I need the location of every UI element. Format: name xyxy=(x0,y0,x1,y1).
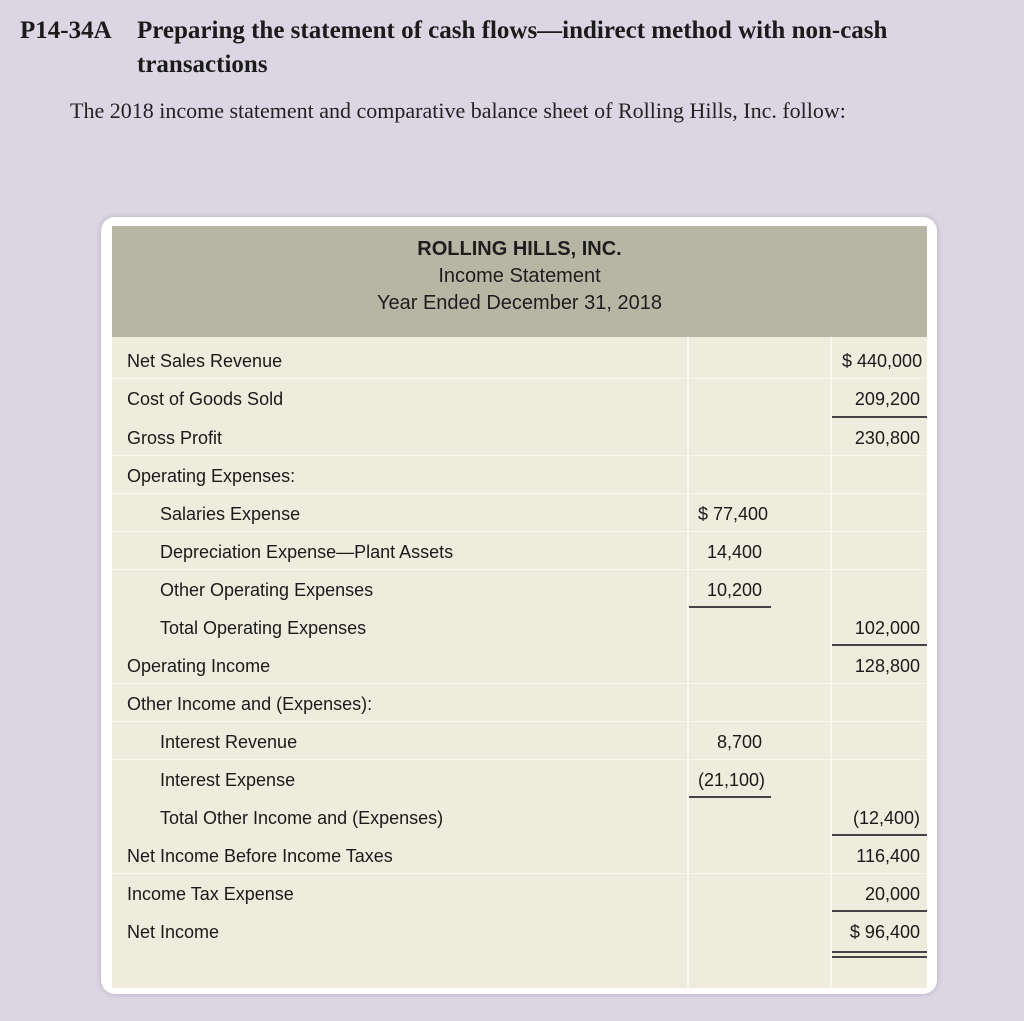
row-label: Operating Income xyxy=(127,656,271,676)
row-label: Cost of Goods Sold xyxy=(127,389,284,409)
row-amount-mid: (21,100) xyxy=(698,770,766,790)
row-amount-right: 230,800 xyxy=(854,428,920,448)
row-label: Depreciation Expense—Plant Assets xyxy=(160,542,454,562)
statement-row xyxy=(112,874,927,912)
double-rule xyxy=(832,951,927,953)
row-label: Operating Expenses: xyxy=(127,466,296,486)
company-name: ROLLING HILLS, INC. xyxy=(417,238,622,260)
statement-row xyxy=(112,684,927,722)
statement-row xyxy=(112,418,927,456)
double-rule xyxy=(832,956,927,958)
problem-intro: The 2018 income statement and comparative balance sheet of Rolling Hills, Inc. follow: xyxy=(70,98,846,123)
problem-title: Preparing the statement of cash flows—indirect method with non-cash transactions xyxy=(137,17,888,78)
statement-row xyxy=(112,341,927,379)
row-amount-right: 128,800 xyxy=(854,656,920,676)
row-label: Interest Expense xyxy=(160,770,296,790)
row-label: Net Income Before Income Taxes xyxy=(127,846,393,866)
row-label: Total Other Income and (Expenses) xyxy=(160,808,444,828)
row-label: Other Operating Expenses xyxy=(160,580,374,600)
row-amount-right: $ 440,000 xyxy=(842,351,923,371)
row-amount-right: 209,200 xyxy=(854,389,920,409)
row-amount-mid: 8,700 xyxy=(716,732,762,752)
statement-row xyxy=(112,570,927,608)
statement-row xyxy=(112,608,927,646)
statement-row xyxy=(112,494,927,532)
row-amount-mid: $ 77,400 xyxy=(698,504,769,524)
row-label: Gross Profit xyxy=(127,428,223,448)
statement-period: Year Ended December 31, 2018 xyxy=(376,292,663,314)
statement-body xyxy=(112,337,927,988)
statement-row xyxy=(112,456,927,494)
statement-row xyxy=(112,379,927,417)
statement-header xyxy=(112,226,927,337)
row-amount-mid: 14,400 xyxy=(706,542,762,562)
statement-row xyxy=(112,722,927,760)
row-label: Salaries Expense xyxy=(160,504,301,524)
row-amount-right: 20,000 xyxy=(864,884,920,904)
statement-row xyxy=(112,646,927,684)
row-amount-right: $ 96,400 xyxy=(849,922,920,942)
row-label: Total Operating Expenses xyxy=(160,618,367,638)
problem-number: P14-34A xyxy=(20,17,112,44)
statement-row xyxy=(112,836,927,874)
statement-name: Income Statement xyxy=(438,265,601,287)
statement-row xyxy=(112,912,927,950)
row-label: Other Income and (Expenses): xyxy=(127,694,373,714)
statement-row xyxy=(112,798,927,836)
statement-row xyxy=(112,532,927,570)
row-amount-mid: 10,200 xyxy=(706,580,762,600)
row-label: Interest Revenue xyxy=(160,732,298,752)
row-label: Net Income xyxy=(127,922,220,942)
row-label: Net Sales Revenue xyxy=(127,351,283,371)
statement-row xyxy=(112,760,927,798)
row-amount-right: (12,400) xyxy=(852,808,920,828)
row-amount-right: 102,000 xyxy=(854,618,920,638)
row-label: Income Tax Expense xyxy=(127,884,294,904)
row-amount-right: 116,400 xyxy=(856,846,920,866)
